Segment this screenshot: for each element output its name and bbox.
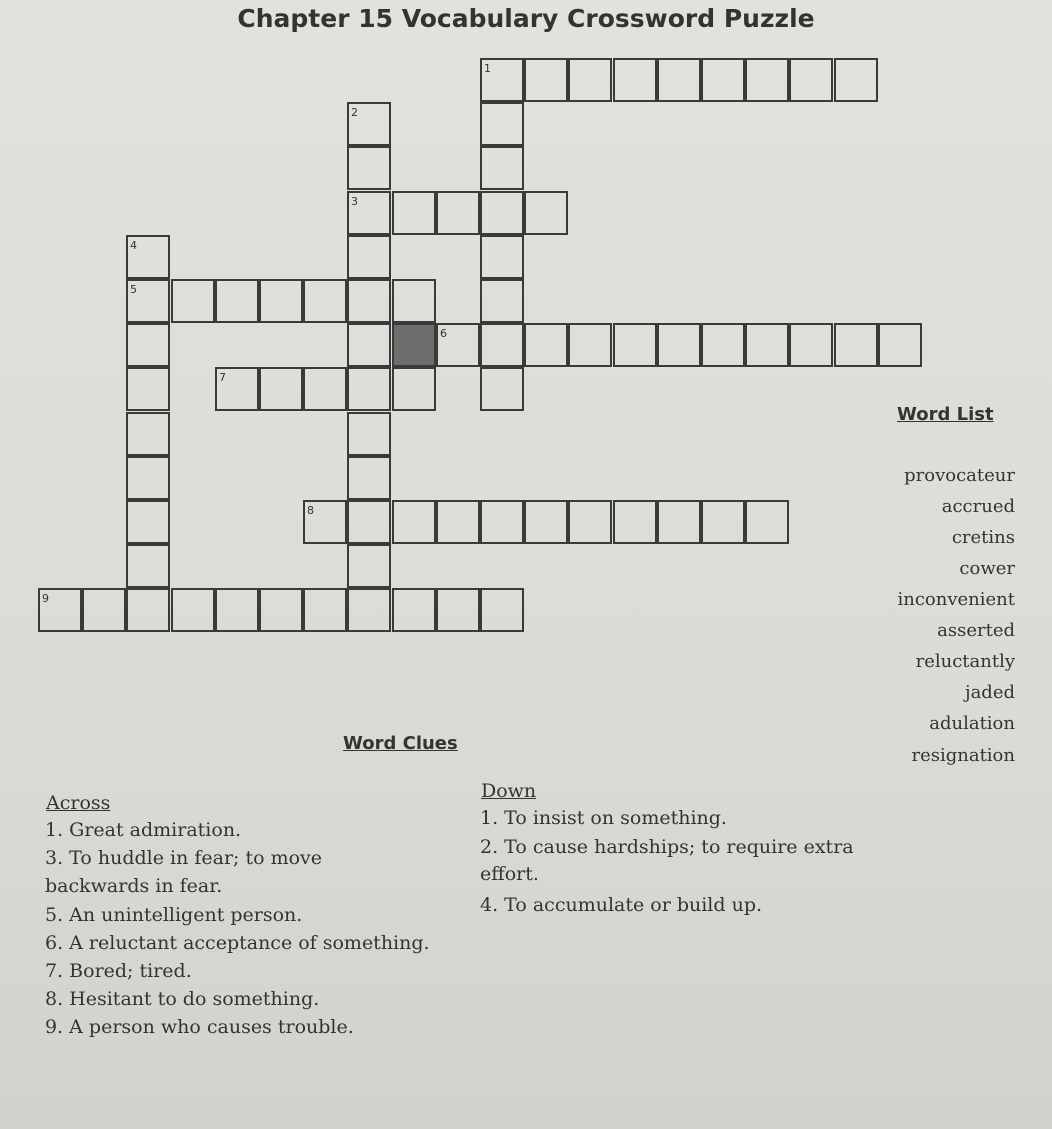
crossword-cell[interactable] xyxy=(657,58,701,102)
crossword-cell[interactable] xyxy=(789,323,833,367)
crossword-cell[interactable] xyxy=(745,323,789,367)
crossword-cell[interactable] xyxy=(613,323,657,367)
clue-number: 9 xyxy=(42,592,49,605)
clue-number: 3 xyxy=(351,195,358,208)
crossword-cell[interactable] xyxy=(834,323,878,367)
crossword-cell[interactable] xyxy=(259,588,303,632)
crossword-cell[interactable] xyxy=(480,58,524,102)
word-list-item: resignation xyxy=(911,745,1015,766)
word-list-item: inconvenient xyxy=(897,589,1015,610)
clue-number: 6 xyxy=(440,327,447,340)
crossword-cell[interactable] xyxy=(126,544,170,588)
crossword-cell[interactable] xyxy=(568,58,612,102)
word-list-item: accrued xyxy=(941,496,1015,517)
page-title: Chapter 15 Vocabulary Crossword Puzzle xyxy=(237,4,815,33)
crossword-cell[interactable] xyxy=(480,500,524,544)
crossword-cell[interactable] xyxy=(126,235,170,279)
crossword-cell[interactable] xyxy=(657,323,701,367)
across-clue: 5. An unintelligent person. xyxy=(45,904,303,926)
crossword-cell[interactable] xyxy=(126,500,170,544)
crossword-cell[interactable] xyxy=(524,323,568,367)
across-clue: 9. A person who causes trouble. xyxy=(45,1016,354,1038)
crossword-cell[interactable] xyxy=(436,323,480,367)
down-heading: Down xyxy=(481,780,537,802)
crossword-cell[interactable] xyxy=(789,58,833,102)
crossword-cell[interactable] xyxy=(347,367,391,411)
crossword-cell[interactable] xyxy=(392,323,436,367)
crossword-cell[interactable] xyxy=(480,588,524,632)
word-list-item: reluctantly xyxy=(915,651,1015,672)
down-clue: 1. To insist on something. xyxy=(480,807,727,829)
across-clue: 1. Great admiration. xyxy=(45,819,242,841)
crossword-cell[interactable] xyxy=(82,588,126,632)
word-list-item: provocateur xyxy=(904,465,1015,486)
crossword-cell[interactable] xyxy=(347,146,391,190)
across-clue: 7. Bored; tired. xyxy=(45,960,192,982)
crossword-cell[interactable] xyxy=(126,456,170,500)
crossword-cell[interactable] xyxy=(347,323,391,367)
crossword-cell[interactable] xyxy=(878,323,922,367)
crossword-cell[interactable] xyxy=(568,500,612,544)
down-clue: effort. xyxy=(480,863,539,885)
across-clue: 6. A reluctant acceptance of something. xyxy=(45,932,430,954)
crossword-cell[interactable] xyxy=(347,102,391,146)
crossword-cell[interactable] xyxy=(215,367,259,411)
clue-number: 2 xyxy=(351,106,358,119)
crossword-cell[interactable] xyxy=(215,588,259,632)
crossword-cell[interactable] xyxy=(126,279,170,323)
word-clues-heading: Word Clues xyxy=(343,733,458,754)
crossword-cell[interactable] xyxy=(347,279,391,323)
crossword-cell[interactable] xyxy=(392,279,436,323)
across-heading: Across xyxy=(46,792,111,814)
crossword-cell[interactable] xyxy=(568,323,612,367)
crossword-cell[interactable] xyxy=(303,279,347,323)
crossword-cell[interactable] xyxy=(259,279,303,323)
across-clue: 3. To huddle in fear; to move xyxy=(45,847,323,869)
crossword-cell[interactable] xyxy=(480,367,524,411)
word-list-item: cower xyxy=(959,558,1015,579)
crossword-cell[interactable] xyxy=(38,588,82,632)
crossword-cell[interactable] xyxy=(171,588,215,632)
crossword-cell[interactable] xyxy=(480,102,524,146)
crossword-cell[interactable] xyxy=(436,500,480,544)
crossword-cell[interactable] xyxy=(347,588,391,632)
crossword-cell[interactable] xyxy=(613,500,657,544)
crossword-cell[interactable] xyxy=(436,588,480,632)
across-clue: 8. Hesitant to do something. xyxy=(45,988,320,1010)
crossword-cell[interactable] xyxy=(480,323,524,367)
word-list-item: asserted xyxy=(937,620,1015,641)
down-clue: 4. To accumulate or build up. xyxy=(480,894,763,916)
crossword-cell[interactable] xyxy=(303,367,347,411)
crossword-cell[interactable] xyxy=(347,500,391,544)
crossword-cell[interactable] xyxy=(745,500,789,544)
crossword-cell[interactable] xyxy=(745,58,789,102)
crossword-cell[interactable] xyxy=(347,544,391,588)
crossword-cell[interactable] xyxy=(701,323,745,367)
crossword-cell[interactable] xyxy=(259,367,303,411)
word-list-heading: Word List xyxy=(897,404,994,425)
crossword-cell[interactable] xyxy=(126,323,170,367)
crossword-cell[interactable] xyxy=(347,235,391,279)
down-clue: 2. To cause hardships; to require extra xyxy=(480,836,854,858)
crossword-cell[interactable] xyxy=(657,500,701,544)
crossword-cell[interactable] xyxy=(480,279,524,323)
crossword-cell[interactable] xyxy=(126,588,170,632)
crossword-cell[interactable] xyxy=(480,191,524,235)
crossword-cell[interactable] xyxy=(436,191,480,235)
word-list-item: adulation xyxy=(929,713,1015,734)
crossword-cell[interactable] xyxy=(701,500,745,544)
crossword-cell[interactable] xyxy=(524,58,568,102)
crossword-cell[interactable] xyxy=(347,412,391,456)
word-list-item: jaded xyxy=(964,682,1015,703)
crossword-cell[interactable] xyxy=(701,58,745,102)
crossword-cell[interactable] xyxy=(392,367,436,411)
clue-number: 7 xyxy=(219,371,226,384)
crossword-cell[interactable] xyxy=(126,412,170,456)
crossword-cell[interactable] xyxy=(347,191,391,235)
crossword-cell[interactable] xyxy=(524,191,568,235)
crossword-cell[interactable] xyxy=(347,456,391,500)
crossword-cell[interactable] xyxy=(392,588,436,632)
crossword-cell[interactable] xyxy=(480,146,524,190)
crossword-cell[interactable] xyxy=(613,58,657,102)
crossword-cell[interactable] xyxy=(126,367,170,411)
clue-number: 8 xyxy=(307,504,314,517)
crossword-cell[interactable] xyxy=(392,500,436,544)
crossword-cell[interactable] xyxy=(392,191,436,235)
word-list-item: cretins xyxy=(951,527,1015,548)
crossword-cell[interactable] xyxy=(171,279,215,323)
crossword-cell[interactable] xyxy=(834,58,878,102)
crossword-cell[interactable] xyxy=(303,500,347,544)
clue-number: 1 xyxy=(484,62,491,75)
clue-number: 4 xyxy=(130,239,137,252)
crossword-cell[interactable] xyxy=(480,235,524,279)
crossword-cell[interactable] xyxy=(303,588,347,632)
clue-number: 5 xyxy=(130,283,137,296)
across-clue: backwards in fear. xyxy=(45,875,223,897)
crossword-cell[interactable] xyxy=(524,500,568,544)
crossword-cell[interactable] xyxy=(215,279,259,323)
